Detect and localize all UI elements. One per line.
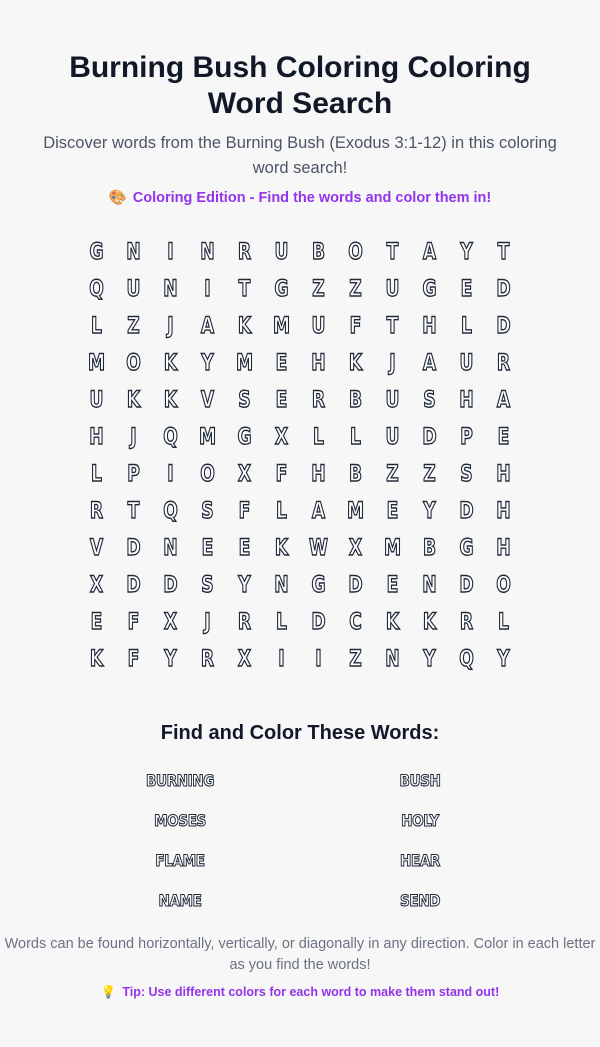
- grid-cell[interactable]: E: [275, 351, 288, 376]
- grid-cell[interactable]: E: [201, 536, 214, 561]
- grid-cell[interactable]: X: [237, 647, 252, 672]
- grid-cell[interactable]: U: [311, 314, 326, 339]
- grid-cell[interactable]: S: [201, 499, 214, 524]
- grid-cell[interactable]: N: [422, 573, 437, 598]
- grid-cell[interactable]: K: [237, 314, 252, 339]
- grid-cell[interactable]: N: [200, 240, 215, 265]
- grid-cell[interactable]: M: [346, 499, 365, 524]
- grid-cell[interactable]: H: [89, 425, 104, 450]
- grid-cell[interactable]: Q: [459, 647, 474, 672]
- grid-cell[interactable]: J: [167, 314, 174, 339]
- grid-cell[interactable]: M: [87, 351, 106, 376]
- grid-cell[interactable]: I: [167, 462, 174, 487]
- grid-cell[interactable]: Z: [127, 314, 140, 339]
- grid-cell[interactable]: E: [275, 388, 288, 413]
- grid-cell[interactable]: G: [237, 425, 252, 450]
- grid-cell[interactable]: N: [163, 277, 178, 302]
- grid-cell[interactable]: F: [275, 462, 288, 487]
- tip-banner: [0, 983, 600, 1001]
- grid-cell[interactable]: H: [422, 314, 437, 339]
- grid-cell[interactable]: T: [497, 240, 510, 265]
- grid-cell[interactable]: Z: [349, 277, 362, 302]
- grid-cell[interactable]: Q: [163, 499, 178, 524]
- grid-cell[interactable]: D: [459, 499, 474, 524]
- grid-cell[interactable]: L: [91, 314, 102, 339]
- grid-cell[interactable]: Y: [460, 240, 473, 265]
- grid-cell[interactable]: Z: [386, 462, 399, 487]
- grid-cell[interactable]: G: [274, 277, 289, 302]
- grid-cell[interactable]: X: [89, 573, 104, 598]
- word-list-item: NAME: [158, 890, 202, 910]
- grid-cell[interactable]: Y: [201, 351, 214, 376]
- grid-cell[interactable]: D: [126, 536, 141, 561]
- grid-cell[interactable]: Q: [163, 425, 178, 450]
- grid-cell[interactable]: A: [422, 240, 437, 265]
- grid-cell[interactable]: D: [163, 573, 178, 598]
- grid-cell[interactable]: E: [238, 536, 251, 561]
- grid-cell[interactable]: D: [422, 425, 437, 450]
- grid-cell[interactable]: K: [348, 351, 363, 376]
- grid-cell[interactable]: F: [238, 499, 251, 524]
- grid-cell[interactable]: N: [163, 536, 178, 561]
- letter-grid: [78, 234, 522, 678]
- grid-cell[interactable]: R: [496, 351, 511, 376]
- grid-cell[interactable]: X: [163, 610, 178, 635]
- grid-cell[interactable]: R: [237, 610, 252, 635]
- grid-cell[interactable]: E: [497, 425, 510, 450]
- word-list-item: BUSH: [399, 770, 441, 790]
- grid-cell[interactable]: E: [386, 499, 399, 524]
- word-list-item: HOLY: [401, 810, 439, 830]
- grid-cell[interactable]: N: [274, 573, 289, 598]
- grid-cell[interactable]: B: [348, 462, 363, 487]
- grid-cell[interactable]: E: [460, 277, 473, 302]
- grid-cell[interactable]: Z: [423, 462, 436, 487]
- edition-text: Coloring Edition - Find the words and color them in!: [132, 190, 492, 206]
- grid-cell[interactable]: T: [386, 240, 399, 265]
- grid-cell[interactable]: L: [461, 314, 472, 339]
- grid-cell[interactable]: R: [200, 647, 215, 672]
- word-list-title: Find and Color These Words:: [160, 722, 440, 744]
- word-list-item: SEND: [399, 890, 441, 910]
- grid-cell[interactable]: A: [422, 351, 437, 376]
- grid-cell[interactable]: J: [389, 351, 396, 376]
- grid-cell[interactable]: F: [127, 610, 140, 635]
- grid-cell[interactable]: G: [311, 573, 326, 598]
- grid-cell[interactable]: O: [200, 462, 215, 487]
- grid-cell[interactable]: G: [89, 240, 104, 265]
- grid-cell[interactable]: M: [198, 425, 217, 450]
- grid-cell[interactable]: B: [348, 388, 363, 413]
- grid-cell[interactable]: Y: [164, 647, 177, 672]
- word-list: [60, 760, 540, 920]
- grid-cell[interactable]: H: [311, 351, 326, 376]
- grid-cell[interactable]: Y: [423, 499, 436, 524]
- grid-cell[interactable]: B: [422, 536, 437, 561]
- grid-cell[interactable]: H: [496, 462, 511, 487]
- tip-text: Tip: Use different colors for each word to make them stand out!: [122, 985, 500, 999]
- grid-cell[interactable]: L: [276, 499, 287, 524]
- grid-cell[interactable]: R: [459, 610, 474, 635]
- grid-cell[interactable]: G: [422, 277, 437, 302]
- grid-cell[interactable]: Y: [497, 647, 510, 672]
- instructions-text: Words can be found horizontally, vertically, or diagonally in any direction. Color in each letter as you find the words!: [4, 936, 596, 973]
- grid-cell[interactable]: M: [272, 314, 291, 339]
- grid-cell[interactable]: H: [311, 462, 326, 487]
- grid-cell[interactable]: U: [274, 240, 289, 265]
- grid-cell[interactable]: K: [89, 647, 104, 672]
- grid-cell[interactable]: R: [237, 240, 252, 265]
- grid-cell[interactable]: K: [274, 536, 289, 561]
- grid-cell[interactable]: Z: [312, 277, 325, 302]
- grid-cell[interactable]: F: [127, 647, 140, 672]
- grid-cell[interactable]: O: [496, 573, 511, 598]
- grid-cell[interactable]: T: [127, 499, 140, 524]
- grid-cell[interactable]: H: [459, 388, 474, 413]
- grid-cell[interactable]: D: [496, 314, 511, 339]
- grid-cell[interactable]: A: [200, 314, 215, 339]
- grid-cell[interactable]: X: [237, 462, 252, 487]
- grid-cell[interactable]: E: [90, 610, 103, 635]
- grid-cell[interactable]: I: [278, 647, 285, 672]
- grid-cell[interactable]: Y: [423, 647, 436, 672]
- lightbulb-icon: 💡: [100, 985, 117, 999]
- grid-cell[interactable]: L: [350, 425, 361, 450]
- word-list-item: HEAR: [400, 850, 440, 870]
- grid-cell[interactable]: W: [309, 536, 328, 561]
- grid-cell[interactable]: D: [459, 573, 474, 598]
- grid-cell[interactable]: S: [460, 462, 473, 487]
- grid-cell[interactable]: X: [348, 536, 363, 561]
- grid-cell[interactable]: D: [496, 277, 511, 302]
- word-list-item: BURNING: [146, 770, 214, 790]
- grid-cell[interactable]: T: [386, 314, 399, 339]
- palette-icon: 🎨: [108, 190, 127, 206]
- grid-cell[interactable]: G: [459, 536, 474, 561]
- grid-cell[interactable]: N: [126, 240, 141, 265]
- edition-banner: [0, 188, 600, 208]
- grid-cell[interactable]: D: [126, 573, 141, 598]
- grid-cell[interactable]: F: [349, 314, 362, 339]
- grid-cell[interactable]: H: [496, 499, 511, 524]
- grid-cell[interactable]: P: [460, 425, 473, 450]
- grid-cell[interactable]: L: [313, 425, 324, 450]
- grid-cell[interactable]: P: [127, 462, 140, 487]
- grid-cell[interactable]: L: [498, 610, 509, 635]
- grid-cell[interactable]: N: [385, 647, 400, 672]
- grid-cell[interactable]: T: [238, 277, 251, 302]
- grid-cell[interactable]: S: [201, 573, 214, 598]
- grid-cell[interactable]: V: [89, 536, 104, 561]
- word-list-item: FLAME: [155, 850, 205, 870]
- grid-cell[interactable]: K: [163, 351, 178, 376]
- grid-cell[interactable]: R: [311, 388, 326, 413]
- word-list-item: MOSES: [154, 810, 206, 830]
- grid-cell[interactable]: A: [311, 499, 326, 524]
- grid-cell[interactable]: D: [311, 610, 326, 635]
- grid-cell[interactable]: I: [204, 277, 211, 302]
- grid-cell[interactable]: L: [91, 462, 102, 487]
- grid-cell[interactable]: U: [126, 277, 141, 302]
- grid-cell[interactable]: C: [349, 610, 362, 635]
- grid-cell[interactable]: L: [276, 610, 287, 635]
- grid-cell[interactable]: I: [167, 240, 174, 265]
- grid-cell[interactable]: K: [163, 388, 178, 413]
- grid-cell[interactable]: O: [126, 351, 141, 376]
- grid-cell[interactable]: U: [385, 425, 400, 450]
- grid-cell[interactable]: M: [235, 351, 254, 376]
- grid-cell[interactable]: U: [89, 388, 104, 413]
- grid-cell[interactable]: I: [315, 647, 322, 672]
- grid-cell[interactable]: R: [89, 499, 104, 524]
- grid-cell[interactable]: J: [204, 610, 211, 635]
- grid-cell[interactable]: O: [348, 240, 363, 265]
- grid-cell[interactable]: Q: [89, 277, 104, 302]
- grid-cell[interactable]: A: [496, 388, 511, 413]
- grid-cell[interactable]: M: [383, 536, 402, 561]
- grid-cell[interactable]: S: [423, 388, 436, 413]
- grid-cell[interactable]: U: [459, 351, 474, 376]
- page-title: Burning Bush Coloring Coloring Word Search: [69, 51, 531, 120]
- grid-cell[interactable]: D: [348, 573, 363, 598]
- grid-cell[interactable]: K: [126, 388, 141, 413]
- grid-cell[interactable]: S: [238, 388, 251, 413]
- grid-cell[interactable]: Z: [349, 647, 362, 672]
- grid-cell[interactable]: V: [200, 388, 215, 413]
- grid-cell[interactable]: K: [385, 610, 400, 635]
- grid-cell[interactable]: H: [496, 536, 511, 561]
- grid-cell[interactable]: U: [385, 277, 400, 302]
- grid-cell[interactable]: K: [422, 610, 437, 635]
- grid-cell[interactable]: B: [311, 240, 326, 265]
- page-subtitle: Discover words from the Burning Bush (Exodus 3:1-12) in this coloring word search!: [43, 134, 557, 177]
- grid-cell[interactable]: E: [386, 573, 399, 598]
- grid-cell[interactable]: Y: [238, 573, 251, 598]
- grid-cell[interactable]: J: [130, 425, 137, 450]
- grid-cell[interactable]: X: [274, 425, 289, 450]
- grid-cell[interactable]: U: [385, 388, 400, 413]
